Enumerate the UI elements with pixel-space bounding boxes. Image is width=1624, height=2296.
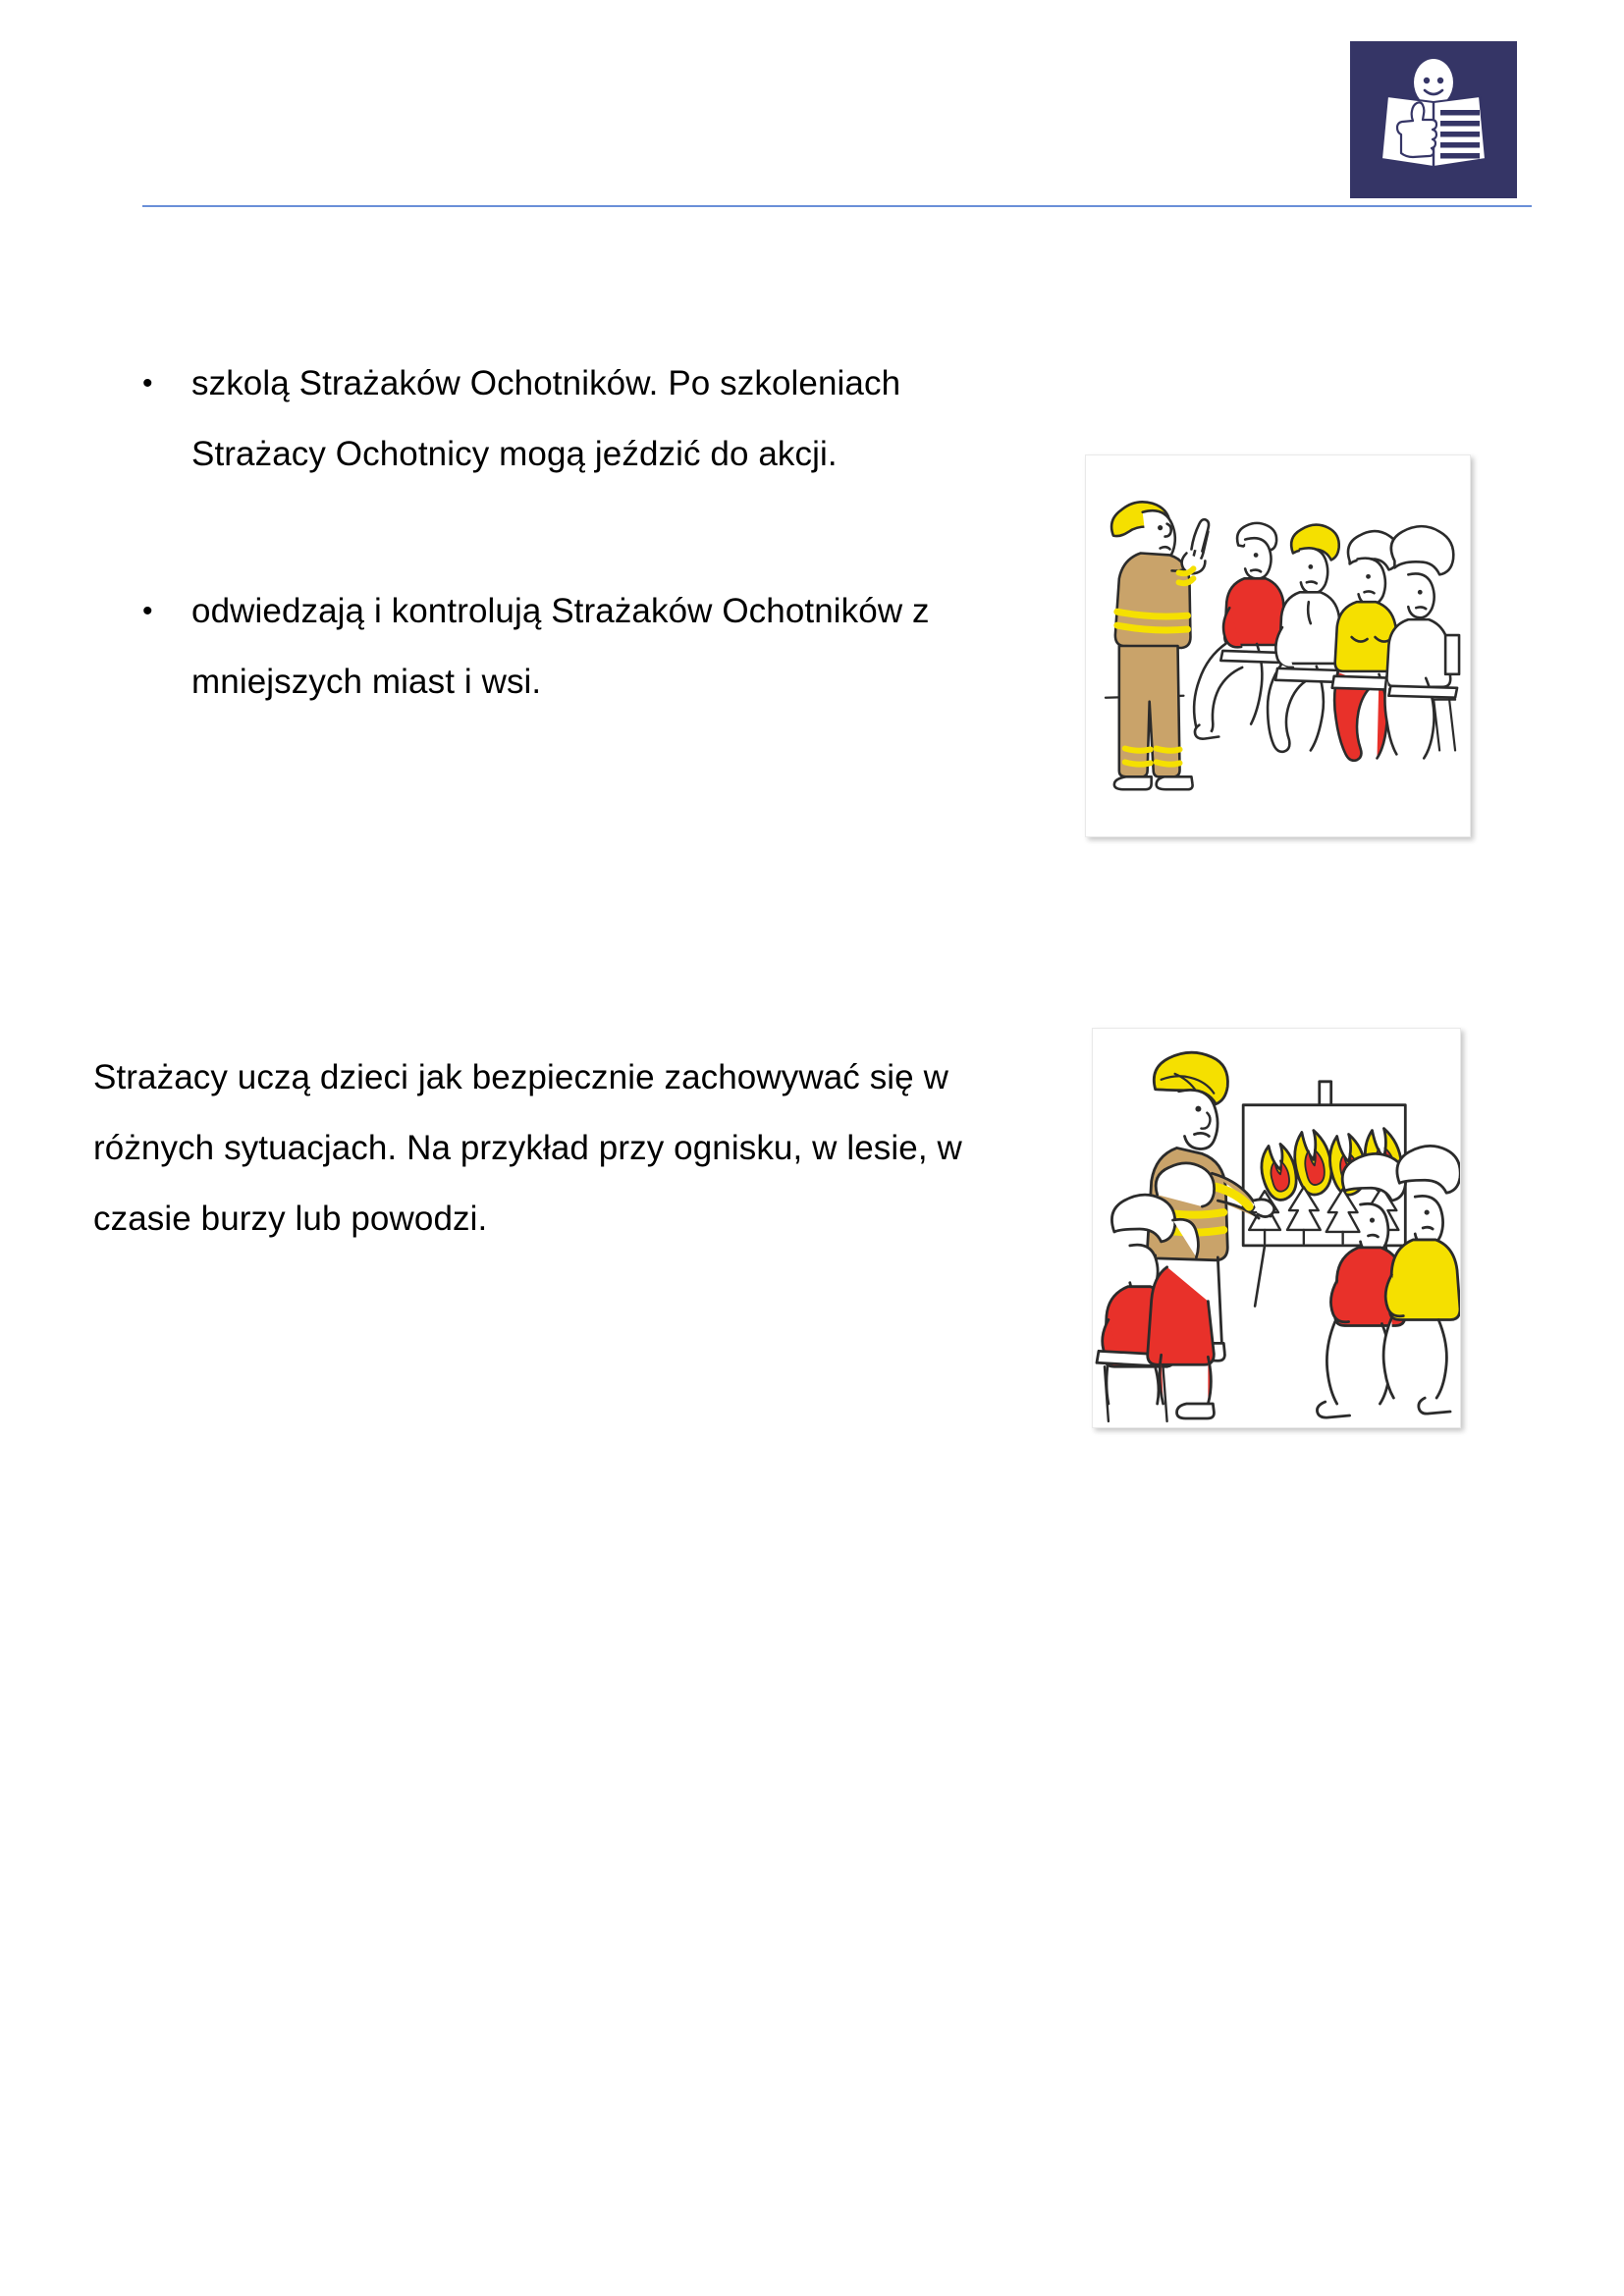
text-column bbox=[93, 348, 1006, 804]
list-item bbox=[93, 576, 1006, 718]
illustration-firefighter-training-graphic bbox=[1086, 455, 1470, 836]
bullet-list bbox=[93, 348, 1006, 718]
body-paragraph: Strażacy uczą dzieci jak bezpiecznie zachowywać się w różnych sytuacjach. Na przykład przy ognisku, w lesie, w czasie burzy lub powodzi. bbox=[93, 1058, 962, 1238]
illustration-firefighter-teaching-children bbox=[1092, 1028, 1461, 1428]
list-item-text: szkolą Strażaków Ochotników. Po szkoleniach Strażacy Ochotnicy mogą jeździć do akcji. bbox=[191, 364, 901, 473]
illustration-firefighter-teaching-children-graphic bbox=[1093, 1029, 1460, 1427]
illustration-firefighter-training bbox=[1085, 454, 1471, 837]
list-item bbox=[93, 348, 1006, 490]
bullet-marker-icon: • bbox=[142, 595, 153, 627]
bullet-marker-icon: • bbox=[142, 367, 153, 400]
list-item-text: odwiedzają i kontrolują Strażaków Ochotników z mniejszych miast i wsi. bbox=[191, 592, 930, 701]
